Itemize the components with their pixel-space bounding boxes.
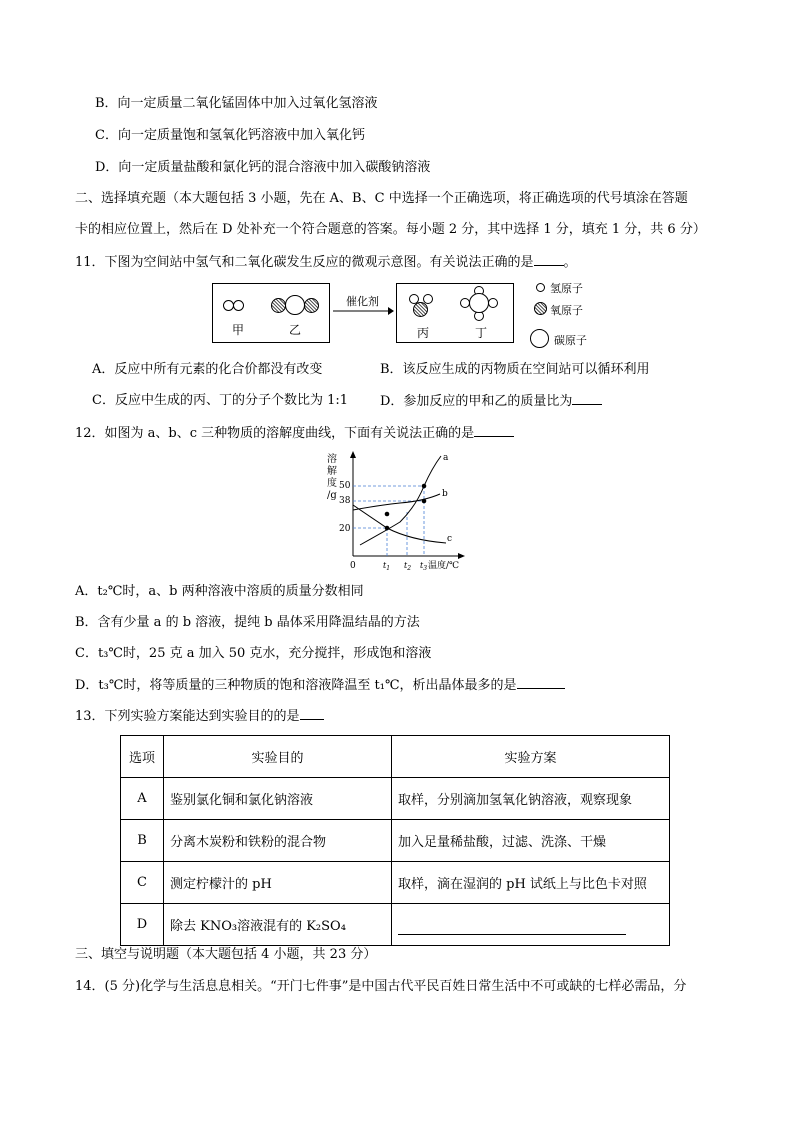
table-header: 选项 [121,736,164,778]
q11-stem [75,253,577,272]
carbon-atom-icon [285,295,305,315]
q12-d-blank[interactable] [517,676,565,689]
table-row [121,904,670,946]
q11-option-d-text: D．参加反应的甲和乙的质量比为 [380,394,573,409]
point-a-t3 [422,484,427,489]
q13-d-blank[interactable] [398,922,626,935]
section2-heading-line2: 卡的相应位置上，然后在 D 处补充一个符合题意的答案。每小题 2 分，其中选择 1 分，填充 1 分，共 6 分） [75,222,706,237]
table-cell: D [121,904,164,946]
oxygen-atom-icon [271,298,286,313]
table-cell [392,904,670,946]
origin-label: 0 [350,561,356,571]
q13-answer-blank[interactable] [300,707,324,720]
q11-option-b: B．该反应生成的丙物质在空间站可以循环利用 [380,362,650,377]
q11-d-blank[interactable] [572,392,602,405]
series-label-c: c [447,534,453,544]
guide-lines [353,486,424,556]
ylabel-char: /g [327,490,337,501]
x-axis-arrow-icon [458,553,465,559]
series-label-b: b [442,489,448,499]
ytick-label: 50 [339,481,351,491]
legend-carbon-label: 碳原子 [554,334,587,347]
q11-option-a: A．反应中所有元素的化合价都没有改变 [92,362,323,377]
series-label-a: a [443,453,449,463]
table-cell: 测定柠檬汁的 pH [164,862,392,904]
table-cell: A [121,778,164,820]
q14-stem: 14．(5 分)化学与生活息息相关。“开门七件事”是中国古代平民百姓日常生活中不可或缺的七样必需品，分 [75,979,687,994]
table-row [121,862,670,904]
legend-oxygen-label: 氧原子 [550,304,583,317]
hydrogen-atom-icon [233,300,244,311]
table-row [121,778,670,820]
xtick-label-t1: $t_1$ [383,561,391,572]
table-cell: 除去 KNO₃溶液混有的 K₂SO₄ [164,904,392,946]
table-cell: 取样，分别滴加氢氧化钠溶液，观察现象 [392,778,670,820]
table-cell: B [121,820,164,862]
carbon-atom-icon [469,293,489,313]
legend-carbon-icon [530,329,549,348]
legend-hydrogen-icon [536,283,545,292]
table-cell: C [121,862,164,904]
point-b-t1 [385,512,390,517]
legend-hydrogen-label: 氢原子 [550,282,583,295]
q12-stem [75,424,514,443]
q12-option-b: B．含有少量 a 的 b 溶液，提纯 b 晶体采用降温结晶的方法 [75,615,420,630]
xlabel: 温度/℃ [428,561,460,571]
table-row [121,820,670,862]
label-bing: 丙 [417,326,430,340]
q11-stem-end: 。 [563,255,577,270]
legend-oxygen-icon [534,302,547,315]
curve-a [360,456,441,545]
catalyst-label: 催化剂 [346,295,379,308]
q10-option-b: B．向一定质量二氧化锰固体中加入过氧化氢溶液 [95,96,378,111]
curve-c [353,505,446,543]
table-header: 实验目的 [164,736,392,778]
curve-b [353,494,440,510]
xtick-label-t3: $t_3$ [420,561,428,572]
table-cell: 取样，滴在湿润的 pH 试纸上与比色卡对照 [392,862,670,904]
table-header-row [121,736,670,778]
label-ding: 丁 [475,326,488,340]
q12-answer-blank[interactable] [474,424,514,437]
q11-stem-text: 11．下图为空间站中氢气和二氧化碳发生反应的微观示意图。有关说法正确的是 [75,255,534,270]
table-cell: 鉴别氯化铜和氯化钠溶液 [164,778,392,820]
label-jia: 甲 [232,323,245,337]
experiment-table [120,735,670,946]
hydrogen-atom-icon [488,298,498,308]
oxygen-atom-icon [304,298,319,313]
q13-stem-text: 13．下列实验方案能达到实验目的的是 [75,709,300,724]
label-yi: 乙 [289,323,302,337]
q12-option-c: C．t₃℃时，25 克 a 加入 50 克水，充分搅拌，形成饱和溶液 [75,646,432,661]
q12-option-d-text: D．t₃℃时，将等质量的三种物质的饱和溶液降温至 t₁℃，析出晶体最多的是 [75,678,517,693]
q10-option-c: C．向一定质量饱和氢氧化钙溶液中加入氧化钙 [95,128,365,143]
reactants-box [212,283,330,343]
point-a-t1 [385,526,390,531]
q11-answer-blank[interactable] [534,253,564,266]
products-box [396,283,514,343]
ylabel-char: 度 [327,478,337,489]
section3-heading: 三、填空与说明题（本大题包括 4 小题，共 23 分） [75,947,377,962]
q12-option-a: A．t₂℃时，a、b 两种溶液中溶质的质量分数相同 [75,584,364,599]
oxygen-atom-icon [413,302,428,317]
q12-stem-text: 12．如图为 a、b、c 三种物质的溶解度曲线，下面有关说法正确的是 [75,426,475,441]
ytick-label: 38 [339,496,351,506]
ylabel-char: 溶 [327,454,337,465]
q12-option-d [75,676,565,695]
solubility-chart [320,450,480,575]
point-b-t3 [422,499,427,504]
table-cell: 加入足量稀盐酸，过滤、洗涤、干燥 [392,820,670,862]
y-axis-arrow-icon [350,451,356,458]
ylabel-char: 解 [327,466,337,477]
xtick-label-t2: $t_2$ [404,561,412,572]
table-cell: 分离木炭粉和铁粉的混合物 [164,820,392,862]
table-header: 实验方案 [392,736,670,778]
q11-option-c: C．反应中生成的丙、丁的分子个数比为 1:1 [92,393,349,408]
q11-option-d [380,392,602,411]
section2-heading-line1: 二、选择填充题（本大题包括 3 小题，先在 A、B、C 中选择一个正确选项，将正确选项的代号填涂在答题 [75,191,688,206]
q10-option-d: D．向一定质量盐酸和氯化钙的混合溶液中加入碳酸钠溶液 [95,160,431,175]
q13-stem [75,707,324,726]
ytick-label: 20 [339,524,351,534]
reaction-arrow-icon [333,306,395,316]
